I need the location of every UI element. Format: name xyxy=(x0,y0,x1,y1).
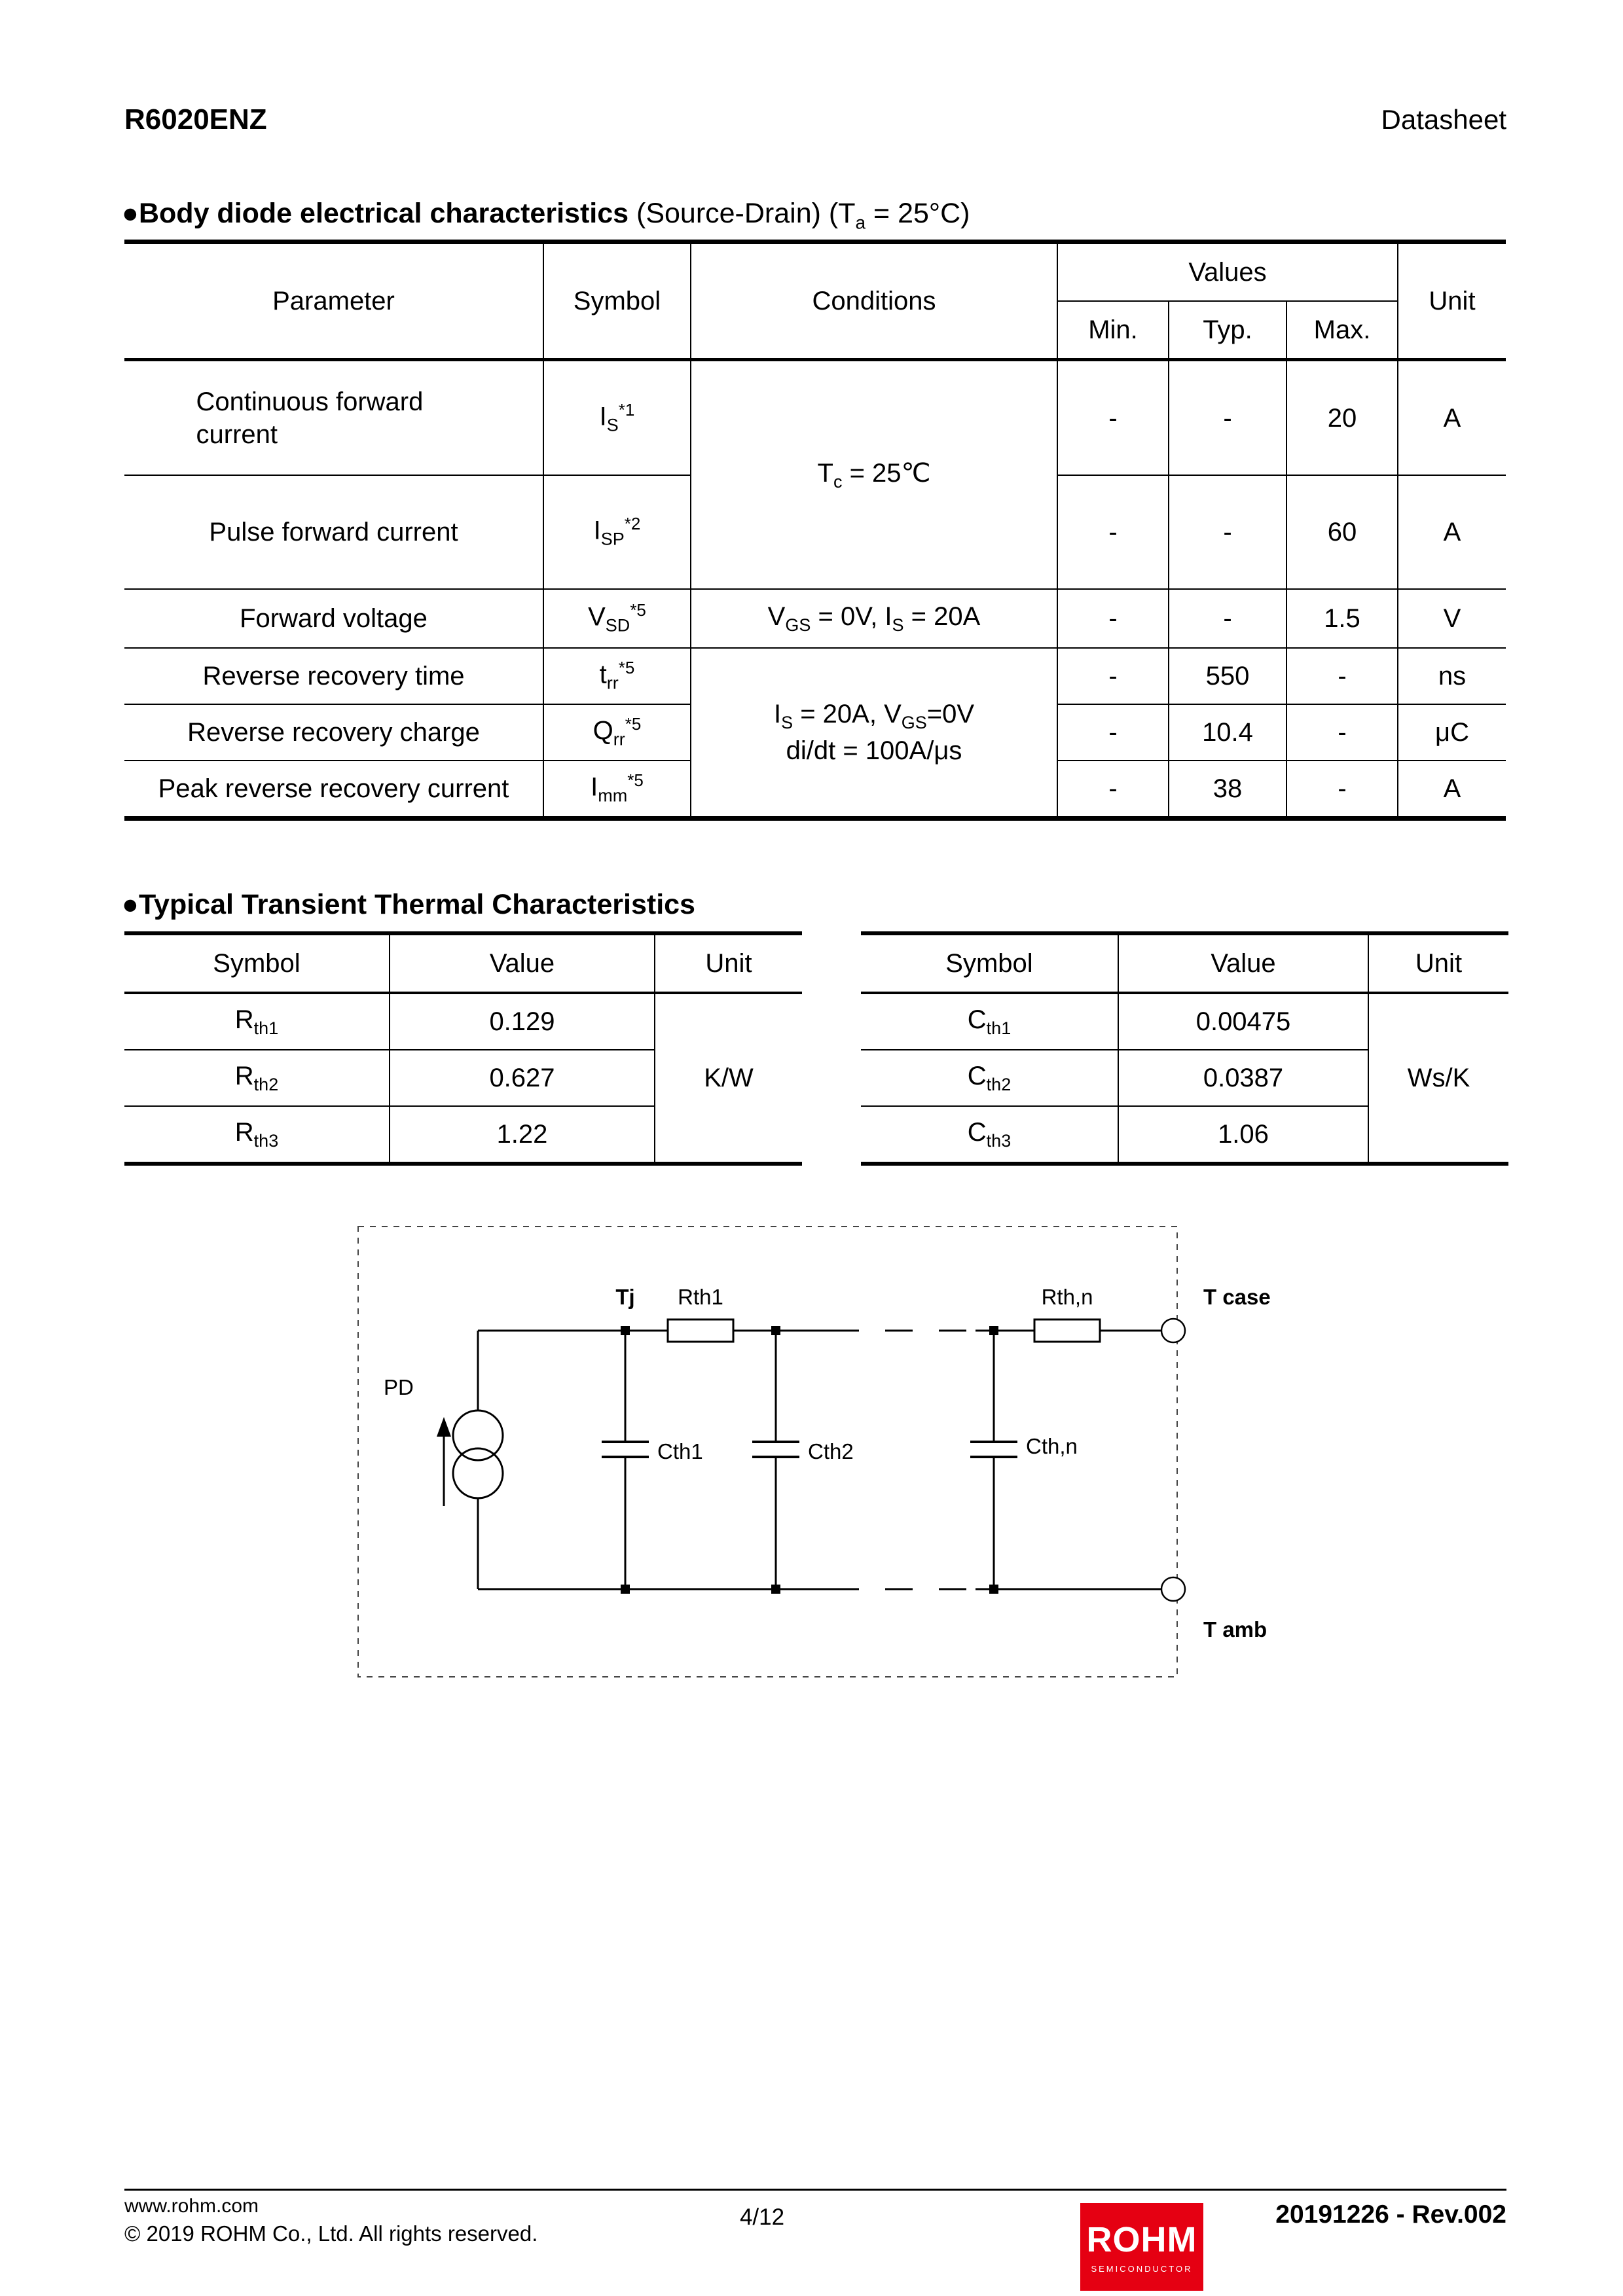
cth1-label: Cth1 xyxy=(657,1439,703,1463)
max-cell: - xyxy=(1286,648,1398,704)
footer-rule xyxy=(124,2189,1506,2191)
rohm-logo-subtext: SEMICONDUCTOR xyxy=(1091,2263,1193,2274)
value-cell: 0.627 xyxy=(390,1050,655,1106)
col-value: Value xyxy=(390,933,655,993)
col-values: Values xyxy=(1057,242,1398,302)
value-cell: 1.06 xyxy=(1118,1106,1368,1164)
symbol-cell: $I_S^{*1}$ xyxy=(543,360,691,476)
bullet-icon: ● xyxy=(122,889,139,920)
max-cell: 60 xyxy=(1286,475,1398,589)
col-min: Min. xyxy=(1057,301,1169,360)
page-number: 4/12 xyxy=(739,2204,785,2230)
unit-cell: ns xyxy=(1398,648,1506,704)
conditions-cell: $T_c$ = 25℃ xyxy=(691,360,1057,590)
typ-cell: - xyxy=(1169,360,1286,476)
pd-label: PD xyxy=(384,1375,414,1399)
col-max: Max. xyxy=(1286,301,1398,360)
table-row xyxy=(861,993,1508,1050)
min-cell: - xyxy=(1057,589,1169,648)
footer-copyright: © 2019 ROHM Co., Ltd. All rights reserved. xyxy=(124,2221,538,2246)
unit-cell: V xyxy=(1398,589,1506,648)
symbol-cell: $C_{th1}$ xyxy=(861,993,1118,1050)
min-cell: - xyxy=(1057,648,1169,704)
col-parameter: Parameter xyxy=(124,242,543,360)
unit-cell: A xyxy=(1398,761,1506,819)
symbol-cell: $I_{SP}^{*2}$ xyxy=(543,475,691,589)
revision-label: 20191226 - Rev.002 xyxy=(1275,2200,1506,2229)
unit-cell: μC xyxy=(1398,704,1506,761)
conditions-cell: $I_S = 20A$, $V_{GS}=0V$ di/dt = 100A/μs xyxy=(691,648,1057,819)
rohm-logo-text: ROHM xyxy=(1086,2219,1197,2259)
parameter-cell: Forward voltage xyxy=(124,589,543,648)
arrow-head-icon xyxy=(437,1417,451,1437)
doc-type: Datasheet xyxy=(1381,104,1506,135)
col-symbol: Symbol xyxy=(543,242,691,360)
cthn-label: Cth,n xyxy=(1026,1434,1078,1458)
col-unit: Unit xyxy=(1368,933,1508,993)
footer-website: www.rohm.com xyxy=(124,2195,259,2217)
parameter-cell: Continuous forward current xyxy=(124,360,543,476)
section-title-body-diode: ●Body diode electrical characteristics (Source-Drain) $(T_a = 25^\circ C)$ xyxy=(122,198,970,233)
min-cell: - xyxy=(1057,704,1169,761)
col-conditions: Conditions xyxy=(691,242,1057,360)
typ-cell: - xyxy=(1169,475,1286,589)
parameter-cell: Reverse recovery charge xyxy=(124,704,543,761)
table-row xyxy=(124,589,1506,648)
symbol-cell: $R_{th2}$ xyxy=(124,1050,390,1106)
tj-label: Tj xyxy=(615,1285,635,1309)
symbol-cell: $I_{mm}^{*5}$ xyxy=(543,761,691,819)
resistor-rthn xyxy=(1034,1319,1100,1342)
capacitor-cth1 xyxy=(602,1331,649,1589)
tcase-label: T case xyxy=(1203,1285,1271,1309)
capacitor-cth2 xyxy=(752,1331,799,1589)
typ-cell: 550 xyxy=(1169,648,1286,704)
min-cell: - xyxy=(1057,360,1169,476)
current-source xyxy=(437,1410,503,1506)
min-cell: - xyxy=(1057,761,1169,819)
rohm-logo xyxy=(1080,2203,1203,2291)
tamb-label: T amb xyxy=(1203,1617,1267,1641)
tamb-terminal xyxy=(1161,1577,1185,1601)
min-cell: - xyxy=(1057,475,1169,589)
col-symbol: Symbol xyxy=(861,933,1118,993)
col-typ: Typ. xyxy=(1169,301,1286,360)
unit-cell: Ws/K xyxy=(1368,993,1508,1164)
unit-cell: K/W xyxy=(655,993,802,1164)
capacitor-cthn xyxy=(970,1331,1017,1589)
symbol-cell: $V_{SD}^{*5}$ xyxy=(543,589,691,648)
conditions-cell: $V_{GS} = 0V$, $I_S = 20A$ xyxy=(691,589,1057,648)
typ-cell: 10.4 xyxy=(1169,704,1286,761)
table-row xyxy=(124,360,1506,476)
unit-cell: A xyxy=(1398,360,1506,476)
col-unit: Unit xyxy=(655,933,802,993)
unit-cell: A xyxy=(1398,475,1506,589)
symbol-cell: $C_{th2}$ xyxy=(861,1050,1118,1106)
max-cell: 1.5 xyxy=(1286,589,1398,648)
parameter-cell: Peak reverse recovery current xyxy=(124,761,543,819)
max-cell: - xyxy=(1286,704,1398,761)
cth-table xyxy=(861,931,1508,1166)
rth-table xyxy=(124,931,802,1166)
typ-cell: - xyxy=(1169,589,1286,648)
resistor-rth1 xyxy=(668,1319,733,1342)
max-cell: 20 xyxy=(1286,360,1398,476)
page-header xyxy=(124,103,1506,136)
symbol-cell: $t_{rr}^{*5}$ xyxy=(543,648,691,704)
symbol-cell: $R_{th3}$ xyxy=(124,1106,390,1164)
parameter-cell: Reverse recovery time xyxy=(124,648,543,704)
rthn-label: Rth,n xyxy=(1041,1285,1093,1309)
value-cell: 1.22 xyxy=(390,1106,655,1164)
typ-cell: 38 xyxy=(1169,761,1286,819)
cth2-label: Cth2 xyxy=(808,1439,854,1463)
symbol-cell: $C_{th3}$ xyxy=(861,1106,1118,1164)
symbol-cell: $Q_{rr}^{*5}$ xyxy=(543,704,691,761)
table-header-row xyxy=(124,933,802,993)
max-cell: - xyxy=(1286,761,1398,819)
thermal-network-diagram xyxy=(357,1226,1313,1684)
bullet-icon: ● xyxy=(122,198,139,229)
table-header-row xyxy=(124,242,1506,302)
table-header-row xyxy=(861,933,1508,993)
symbol-cell: $R_{th1}$ xyxy=(124,993,390,1050)
value-cell: 0.0387 xyxy=(1118,1050,1368,1106)
product-name: R6020ENZ xyxy=(124,103,267,135)
col-unit: Unit xyxy=(1398,242,1506,360)
body-diode-table xyxy=(124,240,1506,821)
table-row xyxy=(124,993,802,1050)
value-cell: 0.129 xyxy=(390,993,655,1050)
table-row xyxy=(124,648,1506,704)
col-value: Value xyxy=(1118,933,1368,993)
value-cell: 0.00475 xyxy=(1118,993,1368,1050)
section-title-thermal: ●Typical Transient Thermal Characteristics xyxy=(122,889,695,920)
rth1-label: Rth1 xyxy=(678,1285,723,1309)
tcase-terminal xyxy=(1161,1319,1185,1342)
col-symbol: Symbol xyxy=(124,933,390,993)
parameter-cell: Pulse forward current xyxy=(124,475,543,589)
